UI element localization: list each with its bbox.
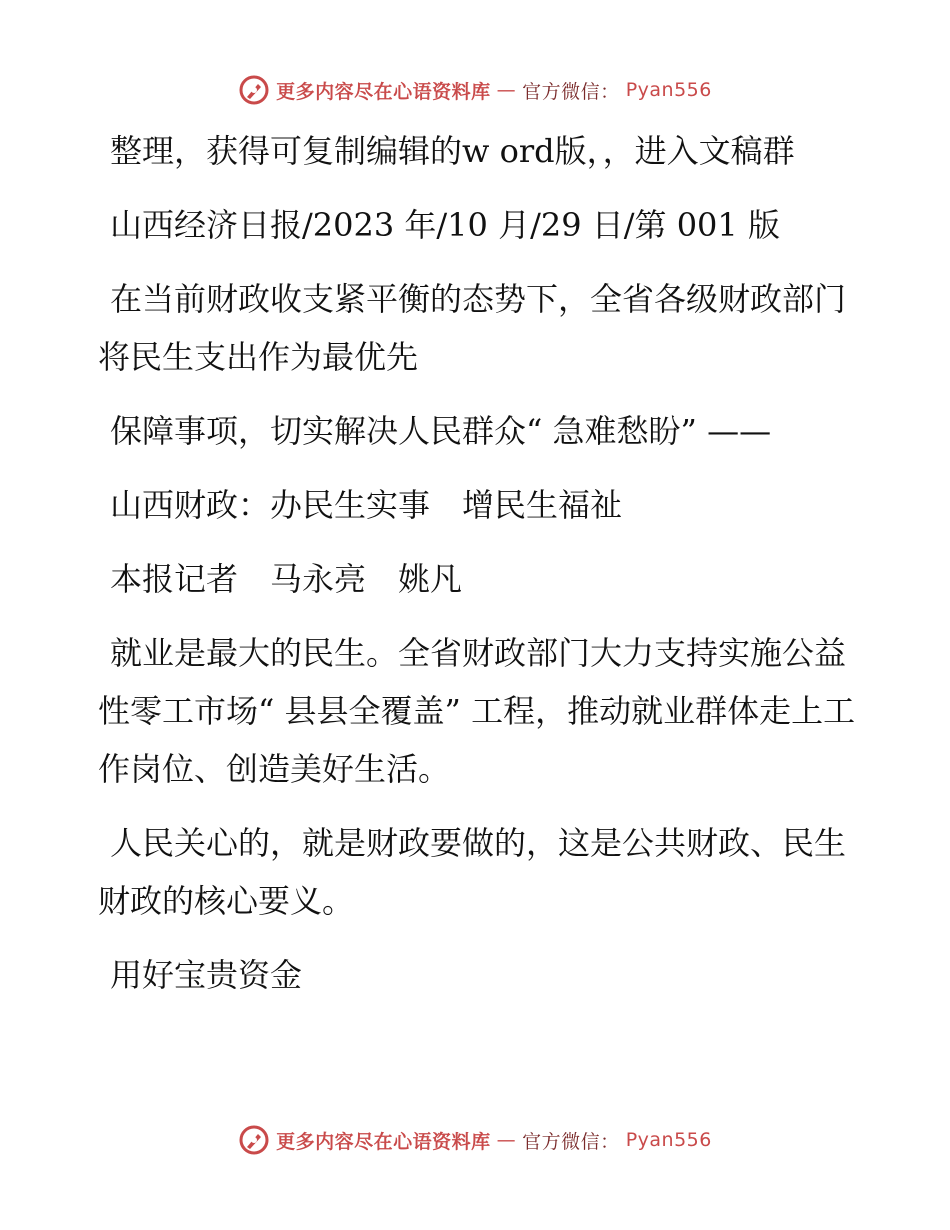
banner-wechat-label: 官方微信：: [522, 80, 620, 103]
banner-wechat-id: Pyan556: [625, 79, 712, 101]
banner-main-text: 更多内容尽在心语资料库: [276, 80, 491, 103]
banner-main-text: 更多内容尽在心语资料库: [276, 1130, 491, 1153]
paragraph-intro: 整理，获得可复制编辑的w ord版，，进入文稿群: [110, 132, 795, 170]
article-byline: 本报记者 马永亮 姚凡: [110, 560, 463, 598]
paragraph-lead-1: 在当前财政收支紧平衡的态势下，全省各级财政部门将民生支出作为最优先: [98, 280, 847, 376]
paragraph-source: 山西经济日报/2023 年/10 月/29 日/第 001 版: [110, 206, 780, 244]
header-banner: [0, 70, 950, 110]
pen-circle-logo-icon: [238, 74, 270, 106]
banner-wechat-label: 官方微信：: [522, 1130, 620, 1153]
pen-circle-logo-icon: [238, 1124, 270, 1156]
banner-wechat-id: Pyan556: [625, 1129, 712, 1151]
section-heading: 用好宝贵资金: [110, 956, 303, 994]
paragraph-lead-2: 保障事项，切实解决人民群众“ 急难愁盼” ——: [110, 412, 772, 450]
paragraph-body-2: 人民关心的，就是财政要做的，这是公共财政、民生财政的核心要义。: [98, 824, 847, 920]
document-body: [98, 122, 858, 1020]
article-title: 山西财政：办民生实事 增民生福祉: [110, 486, 623, 524]
banner-dash: —: [496, 1129, 517, 1151]
paragraph-body-1: 就业是最大的民生。全省财政部门大力支持实施公益性零工市场“ 县县全覆盖” 工程，推动就业群体走上工作岗位、创造美好生活。: [98, 634, 856, 788]
banner-dash: —: [496, 79, 517, 101]
footer-banner: [0, 1120, 950, 1160]
